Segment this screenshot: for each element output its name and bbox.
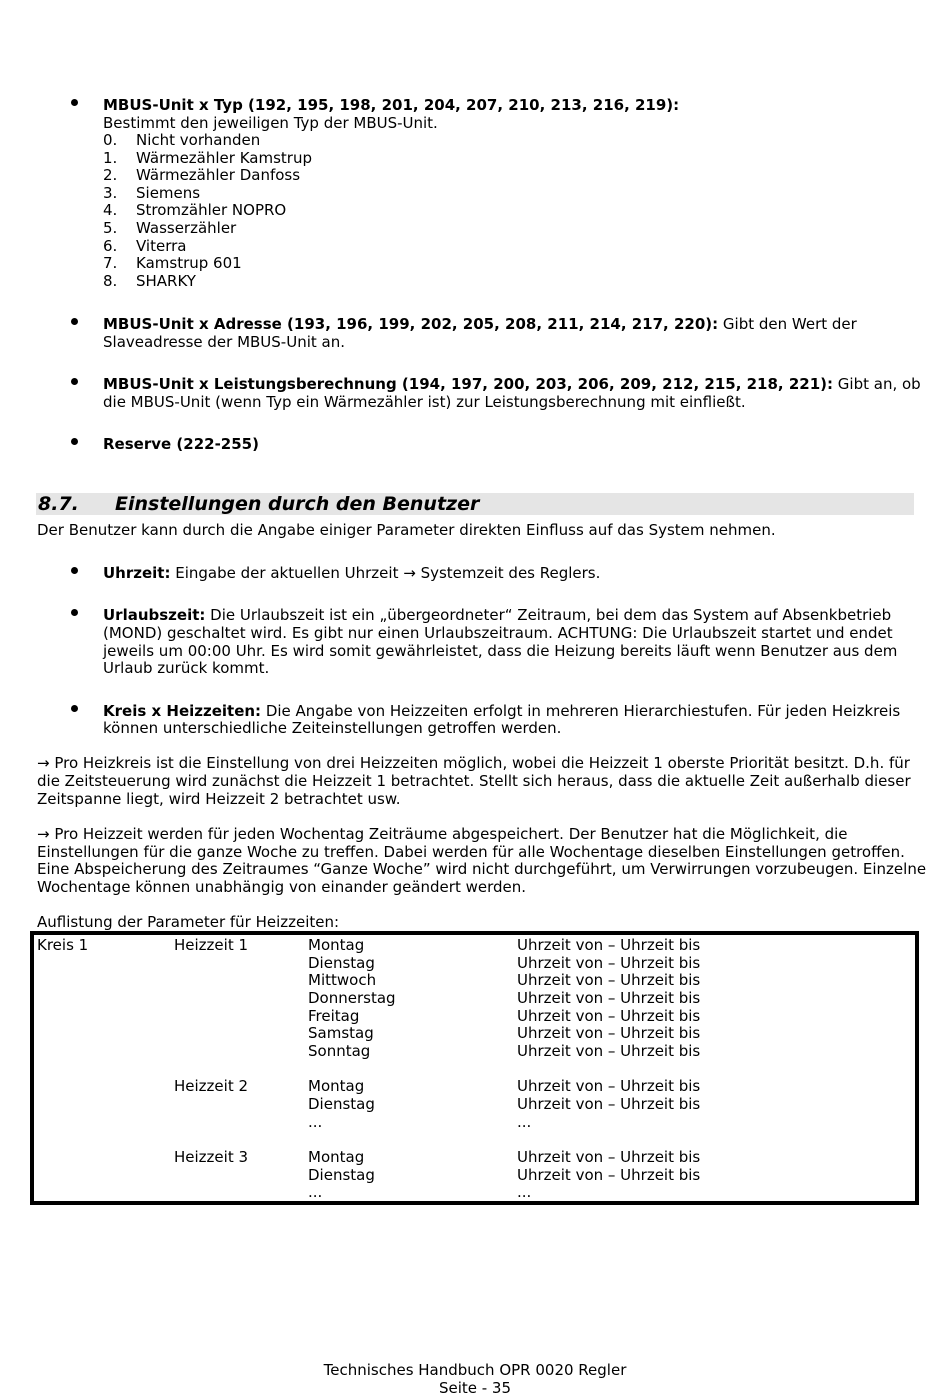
para-2-line-4: Wochentage können unabhängig von einander geändert werden. [37,878,527,896]
section-number: 8.7. [38,493,79,515]
bullet-icon [71,609,78,616]
heizzeiten-line-1: Kreis x Heizzeiten: Die Angabe von Heizzeiten erfolgt in mehreren Hierarchiestufen. Für jeden Heizkreis [103,702,901,720]
table-day: Sonntag [308,1042,371,1060]
list-item-label: Wasserzähler [136,219,237,237]
table-value: ... [517,1183,532,1201]
bullet-icon [71,705,78,712]
footer-page-number: Seite - 35 [438,1379,512,1397]
table-value: ... [517,1113,532,1131]
bullet-icon [71,318,78,325]
table-day: ... [308,1183,323,1201]
table-value: Uhrzeit von – Uhrzeit bis [517,1007,701,1025]
list-item-label: Wärmezähler Kamstrup [136,149,312,167]
bullet-icon [71,567,78,574]
list-item: 0. [103,131,118,149]
table-value: Uhrzeit von – Uhrzeit bis [517,971,701,989]
list-item-label: Stromzähler NOPRO [136,201,287,219]
list-item: 3. [103,184,118,202]
mbus-address-line-2: Slaveadresse der MBUS-Unit an. [103,333,345,351]
table-day: Samstag [308,1024,374,1042]
table-group-label: Heizzeit 2 [174,1077,249,1095]
section-title: Einstellungen durch den Benutzer [115,493,480,515]
list-item-label: Siemens [136,184,201,202]
table-day: Mittwoch [308,971,377,989]
urlaub-line-3: jeweils um 00:00 Uhr. Es wird somit gewährleistet, dass die Heizung bereits läuft wenn Benutzer aus dem [103,642,898,660]
table-value: Uhrzeit von – Uhrzeit bis [517,1077,701,1095]
uhrzeit-item: Uhrzeit: Eingabe der aktuellen Uhrzeit → Systemzeit des Reglers. [103,564,601,582]
table-day: Donnerstag [308,989,396,1007]
list-item: 2. [103,166,118,184]
para-2-line-2: Einstellungen für die ganze Woche zu treffen. Dabei werden für alle Wochentage dieselben Einstellungen getroffen. [37,843,905,861]
para-1-line-1: → Pro Heizkreis ist die Einstellung von drei Heizzeiten möglich, wobei die Heizzeit 1 oberste Priorität besitzt. D.h. für [37,754,910,772]
table-day: ... [308,1113,323,1131]
bullet-icon [71,378,78,385]
bullet-icon [71,438,78,445]
heizzeiten-line-2: können unterschiedliche Zeiteinstellungen getroffen werden. [103,719,562,737]
urlaub-line-4: Urlaub zurück kommt. [103,659,270,677]
footer-title: Technisches Handbuch OPR 0020 Regler [323,1361,627,1379]
table-group-label: Heizzeit 3 [174,1148,249,1166]
mbus-power-line-1: MBUS-Unit x Leistungsberechnung (194, 197, 200, 203, 206, 209, 212, 215, 218, 221): Gibt an, ob [103,375,921,393]
section-intro: Der Benutzer kann durch die Angabe einiger Parameter direkten Einfluss auf das System nehmen. [37,521,776,539]
list-item-label: Nicht vorhanden [136,131,261,149]
table-caption: Auflistung der Parameter für Heizzeiten: [37,913,340,931]
para-2-line-3: Eine Abspeicherung des Zeitraumes “Ganze Woche” wird nicht durchgeführt, um Verwirrungen vorzubeugen. Einzelne [37,860,927,878]
table-day: Montag [308,936,365,954]
list-item: 7. [103,254,118,272]
reserve-title: Reserve (222-255) [103,435,259,453]
table-value: Uhrzeit von – Uhrzeit bis [517,936,701,954]
para-1-line-3: Zeitspanne liegt, wird Heizzeit 2 betrachtet usw. [37,790,401,808]
table-day: Dienstag [308,1166,375,1184]
heizzeiten-table [30,931,919,1205]
urlaub-line-1: Urlaubszeit: Die Urlaubszeit ist ein „übergeordneter“ Zeitraum, bei dem das System auf Absenkbetrieb [103,606,892,624]
para-1-line-2: die Zeitsteuerung wird zunächst die Heizzeit 1 betrachtet. Stellt sich heraus, dass die aktuelle Zeit außerhalb dieser [37,772,911,790]
table-value: Uhrzeit von – Uhrzeit bis [517,989,701,1007]
mbus-power-line-2: die MBUS-Unit (wenn Typ ein Wärmezähler ist) zur Leistungsberechnung mit einfließt. [103,393,746,411]
bullet-icon [71,99,78,106]
mbus-type-desc: Bestimmt den jeweiligen Typ der MBUS-Unit. [103,114,438,132]
table-value: Uhrzeit von – Uhrzeit bis [517,954,701,972]
list-item: 1. [103,149,118,167]
table-value: Uhrzeit von – Uhrzeit bis [517,1166,701,1184]
list-item-label: Wärmezähler Danfoss [136,166,301,184]
list-item: 5. [103,219,118,237]
table-day: Montag [308,1077,365,1095]
list-item-label: Kamstrup 601 [136,254,242,272]
list-item-label: SHARKY [136,272,196,290]
table-day: Montag [308,1148,365,1166]
mbus-type-title: MBUS-Unit x Typ (192, 195, 198, 201, 204, 207, 210, 213, 216, 219): [103,96,680,114]
list-item: 6. [103,237,118,255]
table-kreis-label: Kreis 1 [37,936,89,954]
table-value: Uhrzeit von – Uhrzeit bis [517,1148,701,1166]
table-value: Uhrzeit von – Uhrzeit bis [517,1095,701,1113]
para-2-line-1: → Pro Heizzeit werden für jeden Wochentag Zeiträume abgespeichert. Der Benutzer hat die Möglichkeit, die [37,825,848,843]
mbus-address-line-1: MBUS-Unit x Adresse (193, 196, 199, 202, 205, 208, 211, 214, 217, 220): Gibt den Wert der [103,315,857,333]
urlaub-line-2: (MOND) geschaltet wird. Es gibt nur einen Urlaubszeitraum. ACHTUNG: Die Urlaubszeit startet und endet [103,624,893,642]
table-day: Dienstag [308,954,375,972]
table-value: Uhrzeit von – Uhrzeit bis [517,1042,701,1060]
list-item: 8. [103,272,118,290]
table-group-label: Heizzeit 1 [174,936,249,954]
list-item: 4. [103,201,118,219]
table-day: Freitag [308,1007,360,1025]
table-value: Uhrzeit von – Uhrzeit bis [517,1024,701,1042]
list-item-label: Viterra [136,237,187,255]
table-day: Dienstag [308,1095,375,1113]
